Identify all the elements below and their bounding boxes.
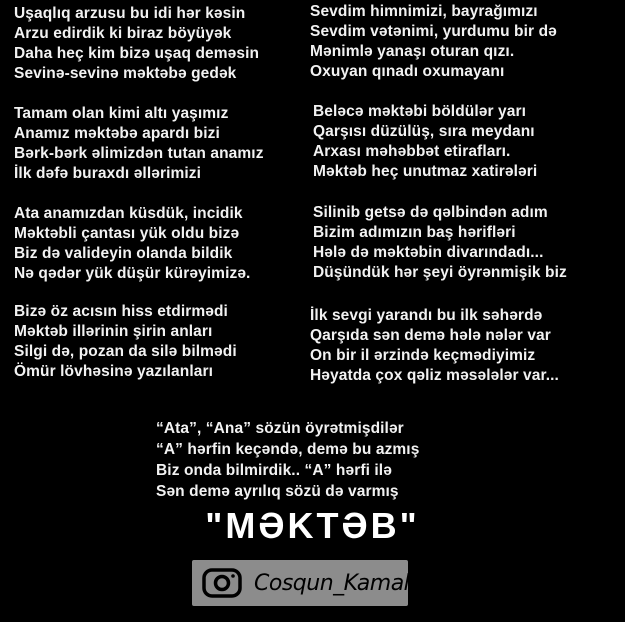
left-stanza-2 — [14, 104, 264, 184]
center-stanza — [156, 418, 419, 502]
author-badge — [192, 560, 408, 606]
poem-line: “Ata”, “Ana” sözün öyrətmişdilər — [156, 420, 404, 437]
left-stanza-3 — [14, 204, 250, 284]
poem-line: Qarşısı düzülüş, sıra meydanı — [313, 123, 535, 140]
poem-line: Nə qədər yük düşür kürəyimizə. — [14, 265, 251, 282]
left-stanza-4 — [14, 302, 237, 382]
poem-line: Biz də valideyin olanda bildik — [14, 245, 233, 262]
poem-line: Sevdim himnimizi, bayrağımızı — [310, 3, 538, 20]
poem-line: On bir il ərzində keçmədiyimiz — [310, 347, 536, 364]
poem-title: "MƏKTƏB" — [205, 505, 420, 546]
poem-line: Biz onda bilmirdik.. “A” hərfi ilə — [156, 462, 392, 479]
poem-line: “A” hərfin keçəndə, demə bu azmış — [156, 441, 420, 458]
poem-line: Məktəbli çantası yük oldu bizə — [14, 225, 240, 242]
poem-line: Silgi də, pozan da silə bilmədi — [14, 343, 237, 360]
poem-line: Arxası məhəbbət etirafları. — [313, 143, 511, 160]
poem-line: Uşaqlıq arzusu bu idi hər kəsin — [14, 5, 246, 22]
poem-line: Beləcə məktəbi böldülər yarı — [313, 103, 526, 120]
author-handle: Cosqun_Kamal — [254, 570, 410, 596]
poem-line: İlk sevgi yarandı bu ilk səhərdə — [310, 307, 543, 324]
poem-line: Sevinə-sevinə məktəbə gedək — [14, 65, 237, 82]
poem-line: Qarşıda sən demə hələ nələr var — [310, 327, 551, 344]
poem-line: Məktəb heç unutmaz xatirələri — [313, 163, 538, 180]
right-stanza-2 — [313, 102, 537, 182]
poem-line: Həyatda çox qəliz məsələlər var... — [310, 367, 559, 384]
poem-line: Arzu edirdik ki biraz böyüyək — [14, 25, 232, 42]
right-stanza-1 — [310, 2, 557, 82]
poem-line: Düşündük hər şeyi öyrənmişik biz — [313, 264, 567, 281]
poem-line: Mənimlə yanaşı oturan qızı. — [310, 43, 515, 60]
poem-line: Silinib getsə də qəlbindən adım — [313, 204, 548, 221]
right-stanza-4 — [310, 306, 559, 386]
poem-line: Hələ də məktəbin divarındadı... — [313, 244, 544, 261]
poem-line: Məktəb illərinin şirin anları — [14, 323, 213, 340]
instagram-icon — [202, 568, 242, 598]
poem-line: Bərk-bərk əlimizdən tutan anamız — [14, 145, 264, 162]
poem-line: Anamız məktəbə apardı bizi — [14, 125, 220, 142]
poem-line: Bizim adımızın baş hərifləri — [313, 224, 516, 241]
poem-line: Tamam olan kimi altı yaşımız — [14, 105, 229, 122]
poem-line: İlk dəfə buraxdı əllərimizi — [14, 165, 202, 182]
left-stanza-1 — [14, 4, 259, 84]
right-stanza-3 — [313, 203, 567, 283]
poem-line: Daha heç kim bizə uşaq deməsin — [14, 45, 260, 62]
poem-line: Ömür lövhəsinə yazılanları — [14, 363, 214, 380]
poem-line: Sevdim vətənimi, yurdumu bir də — [310, 23, 557, 40]
poem-line: Oxuyan qınadı oxumayanı — [310, 63, 505, 80]
poem-line: Sən demə ayrılıq sözü də varmış — [156, 483, 399, 500]
poem-line: Ata anamızdan küsdük, incidik — [14, 205, 243, 222]
poem-line: Bizə öz acısın hiss etdirmədi — [14, 303, 228, 320]
